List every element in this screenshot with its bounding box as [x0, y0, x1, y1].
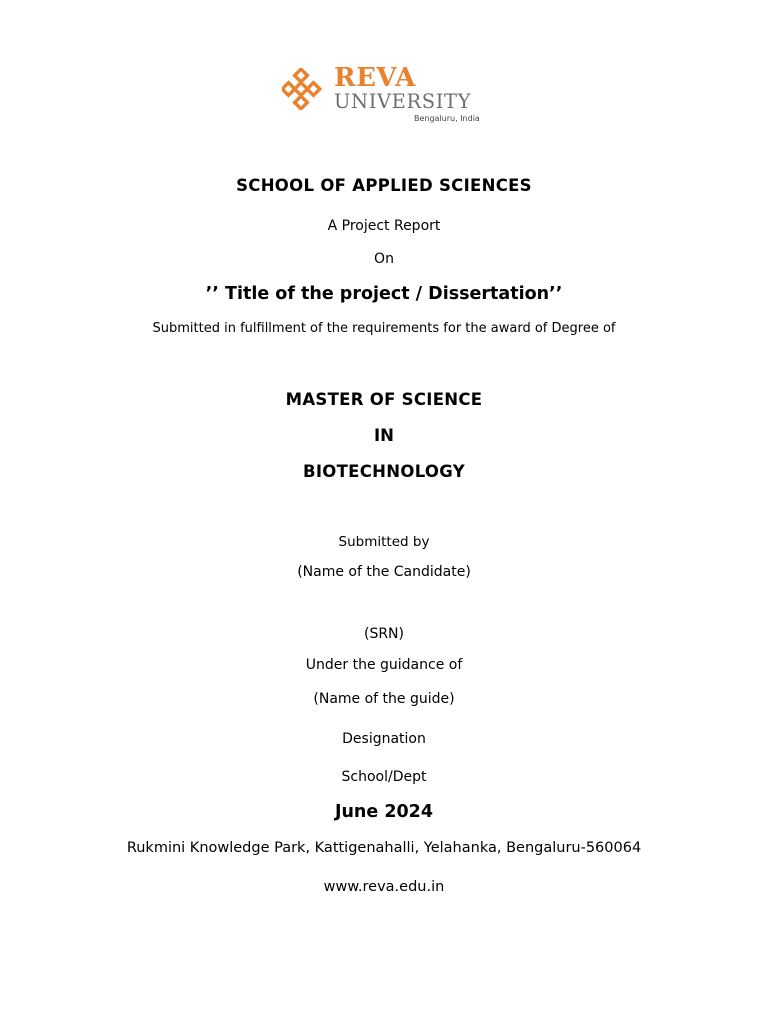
- report-type: A Project Report: [327, 218, 441, 234]
- logo-location: Bengaluru, India: [414, 114, 480, 123]
- project-title: ’’ Title of the project / Dissertation’’: [205, 284, 563, 304]
- guide-name: (Name of the guide): [313, 691, 455, 707]
- candidate-name: (Name of the Candidate): [297, 564, 471, 580]
- degree-line-3: BIOTECHNOLOGY: [302, 462, 465, 481]
- logo-subtitle: UNIVERSITY: [334, 90, 472, 113]
- guide-school-dept: School/Dept: [341, 769, 427, 785]
- school-name: SCHOOL OF APPLIED SCIENCES: [236, 176, 532, 195]
- guide-designation: Designation: [342, 731, 426, 747]
- fulfillment-text: Submitted in fulfillment of the requirements for the award of Degree of: [152, 321, 616, 336]
- srn: (SRN): [363, 626, 404, 642]
- guidance-label: Under the guidance of: [305, 657, 463, 673]
- university-address: Rukmini Knowledge Park, Kattigenahalli, Yelahanka, Bengaluru-560064: [126, 840, 642, 856]
- degree-line-1: MASTER OF SCIENCE: [285, 390, 483, 409]
- logo-wordmark: REVA: [334, 63, 416, 93]
- on-label: On: [374, 251, 394, 267]
- submitted-by-label: Submitted by: [338, 534, 430, 550]
- degree-line-2: IN: [374, 426, 394, 445]
- university-website: www.reva.edu.in: [323, 879, 445, 895]
- university-logo: [282, 64, 482, 128]
- reva-knot-logo-icon: [282, 68, 324, 110]
- submission-date: June 2024: [334, 802, 434, 822]
